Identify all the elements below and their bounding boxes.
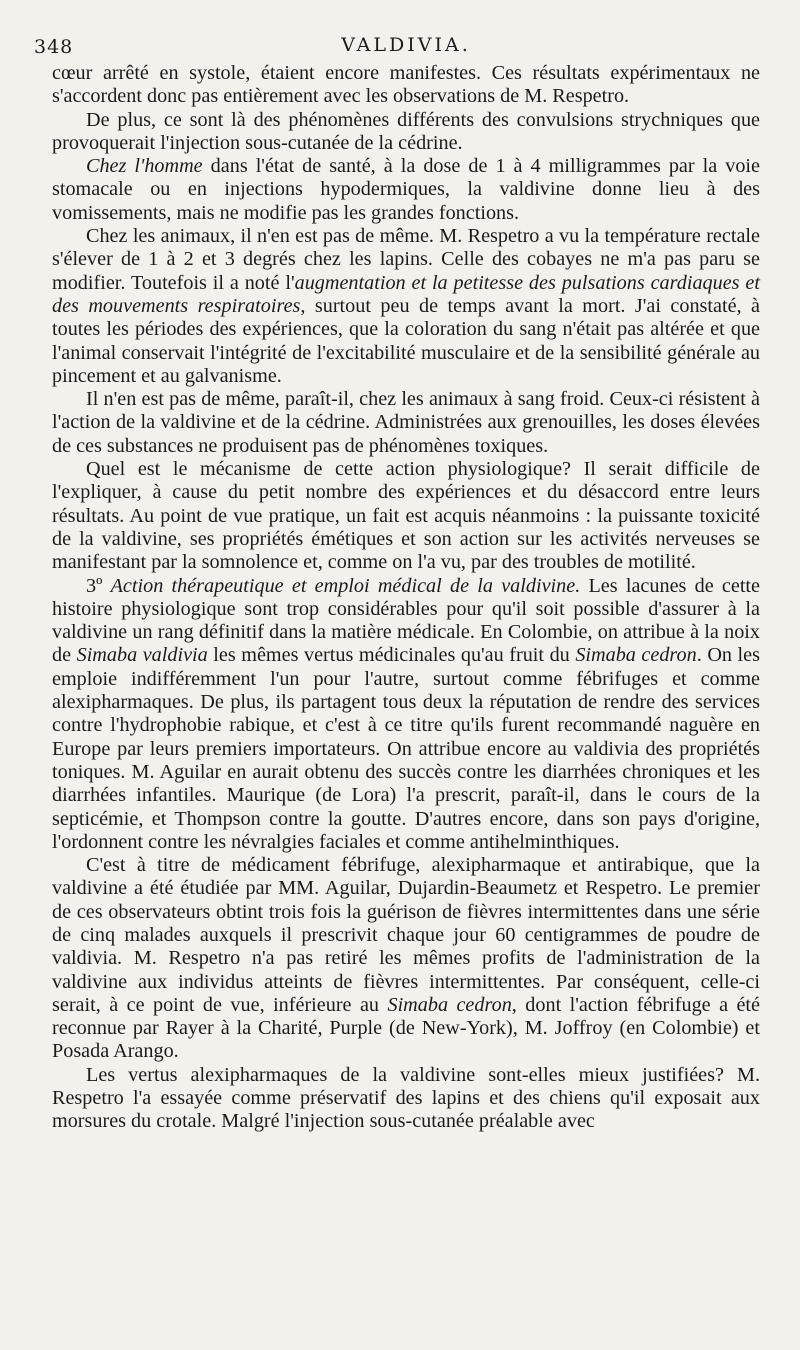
- page-number: 348: [34, 36, 74, 58]
- paragraph: 3º Action thérapeutique et emploi médical de la valdivine. Les lacunes de cette histoire physiologique sont trop considérables pour qu'il soit possible d'assurer à la valdivine un rang définitif dans la matière médicale. En Colombie, on attribue à la noix de Simaba valdivia les mêmes vertus médicinales qu'au fruit du Simaba cedron. On les emploie indifféremment l'un pour l'autre, surtout comme fébrifuges et comme alexipharmaques. De plus, ils partagent tous deux la réputation de rendre des services contre l'hydrophobie rabique, et c'est à ce titre qu'ils furent recommandé naguère en Europe par leurs premiers importateurs. On attribue encore au valdivia des propriétés toniques. M. Aguilar en aurait obtenu des succès contre les diarrhées chroniques et les diarrhées infantiles. Maurique (de Lora) l'a prescrit, paraît-il, dans le cours de la septicémie, et Thompson contre la goutte. D'autres encore, dans son pays d'origine, l'ordonnent contre les névralgies faciales et comme antihelminthiques.: [52, 574, 761, 853]
- paragraph: C'est à titre de médicament fébrifuge, alexipharmaque et antirabique, que la valdivine a été étudiée par MM. Aguilar, Dujardin-Beaumetz et Respetro. Le premier de ces observateurs obtint trois fois la guérison de fièvres intermittentes dans une série de cinq malades auxquels il prescrivit chaque jour 60 centigrammes de poudre de valdivia. M. Respetro n'a pas retiré les mêmes profits de l'administration de la valdivine aux individus atteints de fièvres intermittentes. Par conséquent, celle-ci serait, à ce point de vue, inférieure au Simaba cedron, dont l'action fébrifuge a été reconnue par Rayer à la Charité, Purple (de New-York), M. Joffroy (en Colombie) et Posada Arango.: [52, 854, 760, 1063]
- paragraph: Il n'en est pas de même, paraît-il, chez les animaux à sang froid. Ceux-ci résistent à l'action de la valdivine et de la cédrine. Administrées aux grenouilles, les doses élevées de ces substances ne produisent pas de phénomènes toxiques.: [52, 388, 760, 457]
- paragraph: Chez les animaux, il n'en est pas de même. M. Respetro a vu la température rectale s'élever de 1 à 2 et 3 degrés chez les lapins. Celle des cobayes ne m'a pas paru se modifier. Toutefois il a noté l'augmentation et la petitesse des pulsations cardiaques et des mouvements respiratoires, surtout peu de temps avant la mort. J'ai constaté, à toutes les périodes des expériences, que la coloration du sang n'était pas altérée et que l'animal conservait l'intégrité de l'excitabilité musculaire et de la sensibilité générale au pincement et au galvanisme.: [52, 225, 760, 387]
- paragraph: Les vertus alexipharmaques de la valdivine sont-elles mieux justifiées? M. Respetro l'a essayée comme préservatif des lapins et des chiens qu'il exposait aux morsures du crotale. Malgré l'injection sous-cutanée préalable avec: [52, 1063, 760, 1133]
- section-number: 3º: [86, 574, 111, 597]
- running-title: VALDIVIA.: [341, 34, 471, 56]
- species-name: Simaba cedron: [575, 644, 697, 667]
- section-heading: Action thérapeutique et emploi médical de la valdivine.: [110, 574, 581, 597]
- paragraph: De plus, ce sont là des phénomènes différents des convulsions strychniques que provoquerait l'injection sous-cutanée de la cédrine.: [52, 108, 760, 154]
- paragraph: Chez l'homme dans l'état de santé, à la dose de 1 à 4 milligrammes par la voie stomacale ou en injections hypodermiques, la valdivine donne lieu à des vomissements, mais ne modifie pas les grandes fonctions.: [52, 155, 760, 224]
- page-header: [34, 26, 760, 62]
- paragraph: Quel est le mécanisme de cette action physiologique? Il serait difficile de l'expliquer, à cause du petit nombre des expériences et du désaccord entre leurs résultats. Au point de vue pratique, un fait est acquis néanmoins : la puissante toxicité de la valdivine, ses propriétés émétiques et son action sur les activités nerveuses se manifestant par la somnolence et, comme on l'a vu, par des troubles de motilité.: [52, 458, 760, 574]
- body-text: [52, 62, 760, 1134]
- italic-lead: Chez l'homme: [86, 155, 203, 178]
- paragraph: cœur arrêté en systole, étaient encore manifestes. Ces résultats expérimentaux ne s'accordent donc pas entièrement avec les observations de M. Respetro.: [52, 62, 760, 108]
- species-name: Simaba valdivia: [76, 644, 208, 667]
- italic-phrase: augmentation et la petitesse des pulsations cardiaques et des mouvements respiratoires: [52, 271, 760, 317]
- species-name: Simaba cedron: [387, 993, 512, 1016]
